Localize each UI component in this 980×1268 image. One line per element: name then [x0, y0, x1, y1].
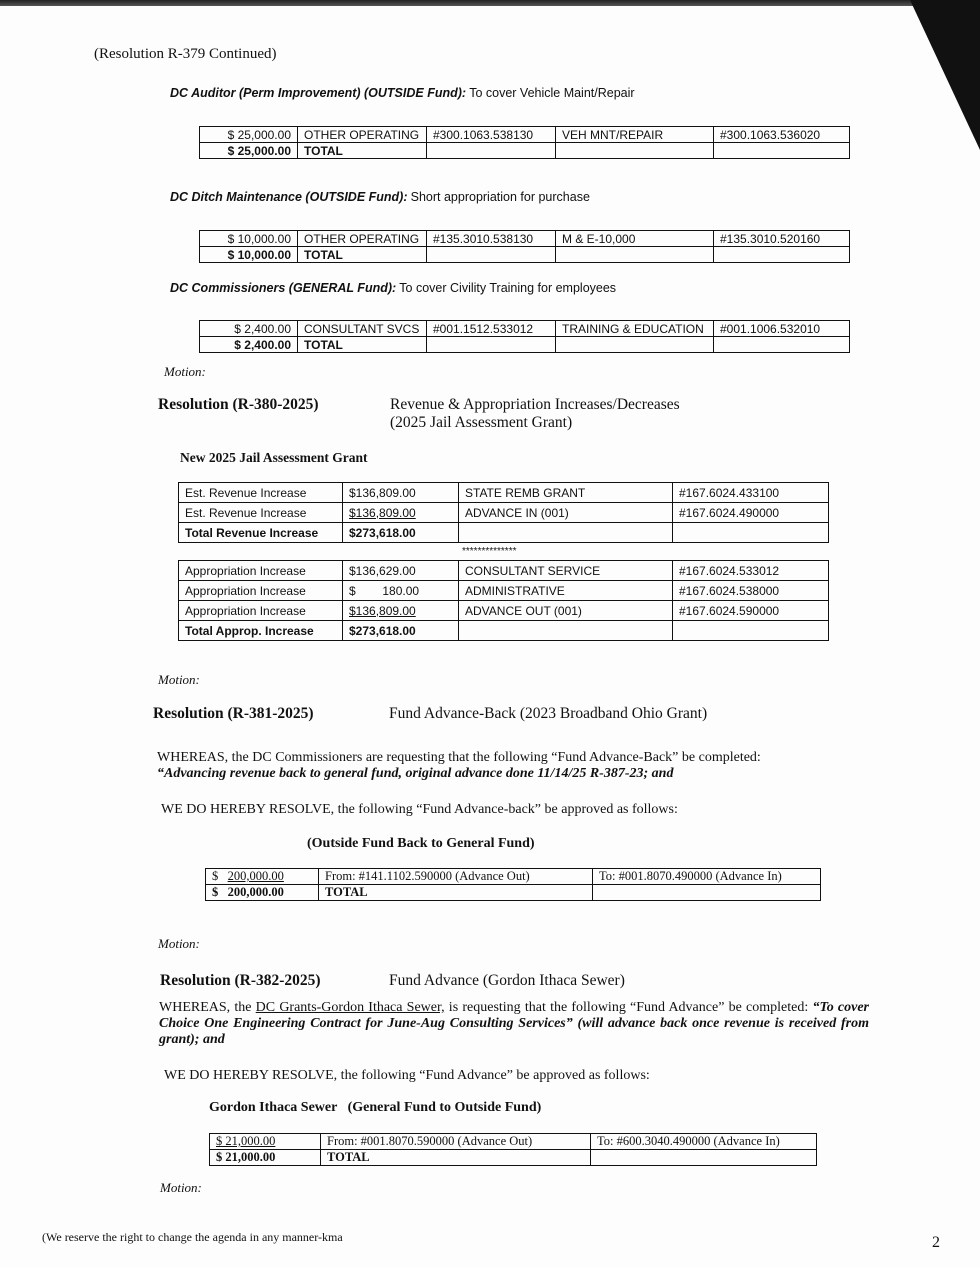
category-cell: OTHER OPERATING — [298, 231, 427, 247]
total-amount-cell: $ 25,000.00 — [200, 143, 298, 159]
fund-name: DC Auditor (Perm Improvement) (OUTSIDE Fund): — [170, 86, 467, 100]
category-cell — [459, 523, 673, 543]
total-label-cell: TOTAL — [298, 143, 427, 159]
category-cell: VEH MNT/REPAIR — [556, 127, 714, 143]
account-cell — [673, 621, 829, 641]
table-row — [179, 561, 829, 581]
grant-subheading: New 2025 Jail Assessment Grant — [180, 450, 368, 465]
line-type-cell: Est. Revenue Increase — [179, 503, 343, 523]
dollar-sign: $ — [212, 869, 219, 883]
fund-desc: Short appropriation for purchase — [410, 190, 590, 204]
page-number: 2 — [932, 1234, 940, 1251]
amount-cell: $ 2,400.00 — [200, 321, 298, 337]
total-amount-cell: $ 2,400.00 — [200, 337, 298, 353]
motion-label: Motion: — [160, 1180, 202, 1195]
fund-heading-commissioners — [170, 281, 616, 296]
amount-cell: $136,809.00 — [343, 503, 459, 523]
table-row — [179, 503, 829, 523]
account-cell: #001.1512.533012 — [427, 321, 556, 337]
line-type-cell: Appropriation Increase — [179, 561, 343, 581]
empty-cell — [593, 885, 821, 901]
from-account-cell: From: #141.1102.590000 (Advance Out) — [319, 869, 593, 885]
table-row — [179, 601, 829, 621]
fund-name: DC Commissioners (GENERAL Fund): — [170, 281, 397, 295]
advance-subheading: (Outside Fund Back to General Fund) — [307, 836, 535, 851]
empty-cell — [427, 143, 556, 159]
from-account-cell: From: #001.8070.590000 (Advance Out) — [321, 1134, 591, 1150]
resolution-title: Resolution (R-380-2025) — [158, 396, 319, 413]
table-total-row — [200, 143, 850, 159]
account-cell: #135.3010.520160 — [714, 231, 850, 247]
appropriation-table — [178, 560, 829, 641]
account-cell — [673, 523, 829, 543]
table-row — [179, 483, 829, 503]
table-row — [200, 321, 850, 337]
description-line: (2025 Jail Assessment Grant) — [390, 414, 573, 431]
resolve-text: WE DO HEREBY RESOLVE, the following “Fund Advance” be approved as follows: — [164, 1068, 650, 1083]
amount-cell — [206, 869, 319, 885]
fund-desc: To cover Civility Training for employees — [399, 281, 617, 295]
total-amount-cell — [206, 885, 319, 901]
continued-heading: (Resolution R-379 Continued) — [94, 46, 277, 62]
to-account-cell: To: #001.8070.490000 (Advance In) — [593, 869, 821, 885]
category-cell: CONSULTANT SVCS — [298, 321, 427, 337]
auditor-table — [199, 126, 850, 159]
resolution-title: Resolution (R-381-2025) — [153, 705, 314, 722]
fund-name-underlined: DC Grants-Gordon Ithaca Sewer, — [255, 1000, 445, 1015]
category-cell: STATE REMB GRANT — [459, 483, 673, 503]
scan-corner-shadow — [910, 0, 980, 150]
resolution-title: Resolution (R-382-2025) — [160, 972, 321, 989]
amount-cell: $ 25,000.00 — [200, 127, 298, 143]
amount-cell: $136,809.00 — [343, 601, 459, 621]
advance-subheading: Gordon Ithaca Sewer (General Fund to Outside Fund) — [209, 1100, 542, 1115]
resolve-text: WE DO HEREBY RESOLVE, the following “Fund Advance-back” be approved as follows: — [161, 802, 678, 817]
empty-cell — [427, 337, 556, 353]
table-row — [200, 231, 850, 247]
resolution-description: Fund Advance-Back (2023 Broadband Ohio Grant) — [389, 705, 708, 722]
category-cell: ADVANCE OUT (001) — [459, 601, 673, 621]
whereas-italic: “Advancing revenue back to general fund, original advance done 11/14/25 R-387-23; and — [157, 766, 674, 781]
account-cell: #167.6024.590000 — [673, 601, 829, 621]
resolution-description — [390, 396, 680, 432]
table-total-row — [200, 337, 850, 353]
revenue-table — [178, 482, 829, 543]
amount-cell: $273,618.00 — [343, 523, 459, 543]
table-total-row — [210, 1150, 817, 1166]
account-cell: #300.1063.538130 — [427, 127, 556, 143]
advance-back-table — [205, 868, 821, 901]
table-total-row — [179, 621, 829, 641]
empty-cell — [427, 247, 556, 263]
whereas-paragraph — [157, 750, 873, 782]
whereas-text: WHEREAS, the DC Commissioners are requesting that the following “Fund Advance-Back” be completed: — [157, 750, 761, 765]
table-row — [206, 869, 821, 885]
table-row — [179, 581, 829, 601]
scan-top-edge — [0, 0, 980, 6]
category-cell — [459, 621, 673, 641]
line-type-cell: Est. Revenue Increase — [179, 483, 343, 503]
separator: ************** — [462, 546, 517, 557]
category-cell: OTHER OPERATING — [298, 127, 427, 143]
empty-cell — [556, 143, 714, 159]
category-cell: TRAINING & EDUCATION — [556, 321, 714, 337]
amount-cell: $136,629.00 — [343, 561, 459, 581]
total-label-cell: TOTAL — [321, 1150, 591, 1166]
description-line: Revenue & Appropriation Increases/Decreases — [390, 396, 680, 413]
advance-table — [209, 1133, 817, 1166]
commissioners-table — [199, 320, 850, 353]
table-total-row — [206, 885, 821, 901]
line-type-cell: Total Approp. Increase — [179, 621, 343, 641]
category-cell: ADVANCE IN (001) — [459, 503, 673, 523]
category-cell: CONSULTANT SERVICE — [459, 561, 673, 581]
amount-cell: $273,618.00 — [343, 621, 459, 641]
account-cell: #167.6024.490000 — [673, 503, 829, 523]
total-amount-cell: $ 10,000.00 — [200, 247, 298, 263]
line-type-cell: Total Revenue Increase — [179, 523, 343, 543]
whereas-italic: “To cover Choice One Engineering Contract for June-Aug Consulting Services” (will advance back once revenue is received from grant); and — [159, 1000, 869, 1047]
amount-value: 200,000.00 — [227, 885, 284, 899]
table-total-row — [179, 523, 829, 543]
category-cell: M & E-10,000 — [556, 231, 714, 247]
motion-label: Motion: — [158, 672, 200, 687]
ditch-table — [199, 230, 850, 263]
account-cell: #167.6024.538000 — [673, 581, 829, 601]
empty-cell — [556, 337, 714, 353]
amount-value: 200,000.00 — [227, 869, 284, 883]
total-label-cell: TOTAL — [319, 885, 593, 901]
fund-desc: To cover Vehicle Maint/Repair — [469, 86, 635, 100]
fund-heading-auditor — [170, 86, 635, 101]
amount-cell: $ 10,000.00 — [200, 231, 298, 247]
motion-label: Motion: — [158, 936, 200, 951]
table-row — [210, 1134, 817, 1150]
total-label-cell: TOTAL — [298, 247, 427, 263]
empty-cell — [714, 337, 850, 353]
fund-heading-ditch — [170, 190, 590, 205]
fund-name: DC Ditch Maintenance (OUTSIDE Fund): — [170, 190, 408, 204]
whereas-text: is requesting that the following “Fund Advance” be completed: — [444, 1000, 813, 1015]
dollar-sign: $ — [212, 885, 219, 899]
to-account-cell: To: #600.3040.490000 (Advance In) — [591, 1134, 817, 1150]
total-label-cell: TOTAL — [298, 337, 427, 353]
amount-cell: $136,809.00 — [343, 483, 459, 503]
line-type-cell: Appropriation Increase — [179, 581, 343, 601]
empty-cell — [591, 1150, 817, 1166]
amount-cell: $ 180.00 — [343, 581, 459, 601]
empty-cell — [714, 247, 850, 263]
whereas-text: WHEREAS, the — [159, 1000, 256, 1015]
footer-note: (We reserve the right to change the agenda in any manner-kma — [42, 1230, 343, 1244]
empty-cell — [714, 143, 850, 159]
resolution-description: Fund Advance (Gordon Ithaca Sewer) — [389, 972, 625, 989]
category-cell: ADMINISTRATIVE — [459, 581, 673, 601]
motion-label: Motion: — [164, 364, 206, 379]
account-cell: #300.1063.536020 — [714, 127, 850, 143]
total-amount-cell: $ 21,000.00 — [210, 1150, 321, 1166]
whereas-paragraph — [159, 1000, 869, 1048]
line-type-cell: Appropriation Increase — [179, 601, 343, 621]
account-cell: #135.3010.538130 — [427, 231, 556, 247]
account-cell: #167.6024.533012 — [673, 561, 829, 581]
amount-cell: $ 21,000.00 — [210, 1134, 321, 1150]
table-total-row — [200, 247, 850, 263]
table-row — [200, 127, 850, 143]
account-cell: #001.1006.532010 — [714, 321, 850, 337]
account-cell: #167.6024.433100 — [673, 483, 829, 503]
empty-cell — [556, 247, 714, 263]
